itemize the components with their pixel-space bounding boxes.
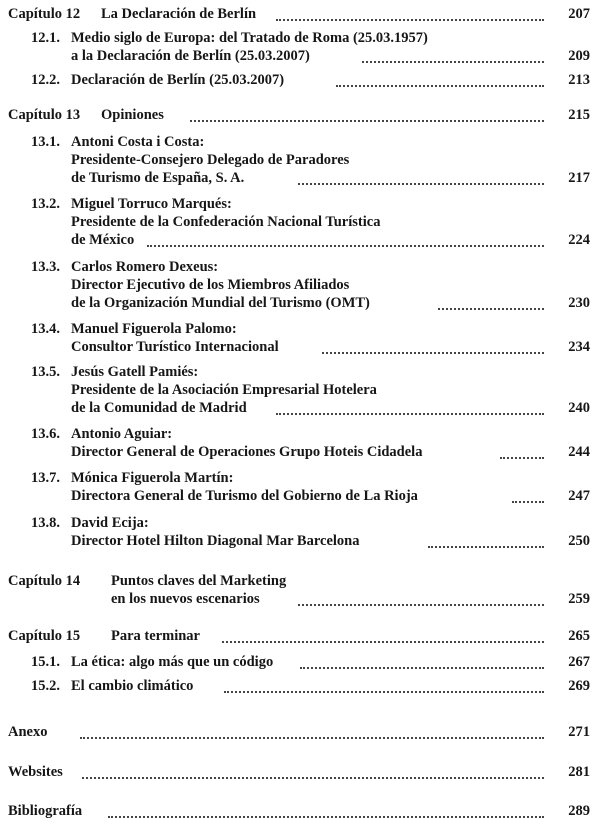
section-line: Declaración de Berlín (25.03.2007) <box>71 72 285 88</box>
leader-dots <box>80 736 544 739</box>
page-number: 213 <box>568 72 590 88</box>
section-number: 13.1. <box>31 134 60 150</box>
chapter-label: Capítulo 13 <box>8 107 81 123</box>
page-number: 289 <box>568 803 590 819</box>
section-13-4 <box>0 320 600 338</box>
section-line: de Turismo de España, S. A. <box>71 170 245 186</box>
section-13-5 <box>0 363 600 381</box>
back-matter-title: Websites <box>8 764 63 780</box>
section-line: Mónica Figuerola Martín: <box>71 470 234 486</box>
section-13-2-cont <box>0 231 600 249</box>
section-line: Presidente de la Confederación Nacional Turística <box>71 214 381 230</box>
chapter-title: Para terminar <box>111 628 200 644</box>
chapter-14-cont <box>0 590 600 608</box>
leader-dots <box>276 412 544 415</box>
page-number: 207 <box>568 6 590 22</box>
page-number: 281 <box>568 764 590 780</box>
page-number: 234 <box>568 339 590 355</box>
section-12-1 <box>0 29 600 47</box>
leader-dots <box>147 244 544 247</box>
section-line: Director General de Operaciones Grupo Hoteis Cidadela <box>71 444 423 460</box>
section-line: Presidente-Consejero Delegado de Paradores <box>71 152 350 168</box>
section-12-1-cont <box>0 47 600 65</box>
section-15-1 <box>0 653 600 671</box>
section-13-1-cont <box>0 151 600 169</box>
section-number: 15.1. <box>31 654 60 670</box>
section-13-7-cont <box>0 487 600 505</box>
leader-dots <box>428 545 544 548</box>
page-number: 244 <box>568 444 590 460</box>
section-13-3 <box>0 258 600 276</box>
section-number: 12.2. <box>31 72 60 88</box>
section-line: Miguel Torruco Marqués: <box>71 196 232 212</box>
section-number: 13.4. <box>31 321 60 337</box>
leader-dots <box>438 307 544 310</box>
page-number: 215 <box>568 107 590 123</box>
section-line: Jesús Gatell Pamiés: <box>71 364 199 380</box>
section-line: David Ecija: <box>71 515 149 531</box>
leader-dots <box>298 182 544 185</box>
section-13-2 <box>0 195 600 213</box>
page-number: 269 <box>568 678 590 694</box>
section-number: 13.2. <box>31 196 60 212</box>
chapter-13-row <box>0 106 600 124</box>
section-13-5-cont <box>0 399 600 417</box>
section-line: Medio siglo de Europa: del Tratado de Roma (25.03.1957) <box>71 30 428 46</box>
section-number: 13.8. <box>31 515 60 531</box>
leader-dots <box>300 666 544 669</box>
leader-dots <box>500 456 544 459</box>
page-number: 265 <box>568 628 590 644</box>
section-number: 13.6. <box>31 426 60 442</box>
leader-dots <box>82 776 544 779</box>
chapter-label: Capítulo 12 <box>8 6 81 22</box>
section-13-3-cont <box>0 294 600 312</box>
section-13-2-cont <box>0 213 600 231</box>
section-13-4-cont <box>0 338 600 356</box>
section-line: Carlos Romero Dexeus: <box>71 259 219 275</box>
leader-dots <box>224 690 544 693</box>
page-number: 267 <box>568 654 590 670</box>
back-matter-websites <box>0 763 600 781</box>
back-matter-anexo <box>0 723 600 741</box>
section-line: de la Organización Mundial del Turismo (OMT) <box>71 295 370 311</box>
back-matter-title: Anexo <box>8 724 48 740</box>
section-line: La ética: algo más que un código <box>71 654 274 670</box>
section-line: Director Hotel Hilton Diagonal Mar Barcelona <box>71 533 360 549</box>
leader-dots <box>222 640 544 643</box>
section-line: Presidente de la Asociación Empresarial Hotelera <box>71 382 377 398</box>
section-line: Director Ejecutivo de los Miembros Afiliados <box>71 277 350 293</box>
section-number: 12.1. <box>31 30 60 46</box>
section-number: 13.7. <box>31 470 60 486</box>
page-number: 217 <box>568 170 590 186</box>
page-number: 224 <box>568 232 590 248</box>
leader-dots <box>190 119 544 122</box>
page-number: 209 <box>568 48 590 64</box>
section-line: de México <box>71 232 135 248</box>
chapter-label: Capítulo 14 <box>8 573 81 589</box>
section-line: a la Declaración de Berlín (25.03.2007) <box>71 48 310 64</box>
page-number: 230 <box>568 295 590 311</box>
back-matter-title: Bibliografía <box>8 803 83 819</box>
leader-dots <box>108 815 544 818</box>
chapter-15-row <box>0 627 600 645</box>
page-number: 271 <box>568 724 590 740</box>
chapter-title: La Declaración de Berlín <box>101 6 257 22</box>
chapter-14-row <box>0 572 600 590</box>
leader-dots <box>336 84 544 87</box>
section-15-2 <box>0 677 600 695</box>
section-13-6 <box>0 425 600 443</box>
chapter-12-row <box>0 5 600 23</box>
section-line: Antoni Costa i Costa: <box>71 134 205 150</box>
chapter-title: Puntos claves del Marketing <box>111 573 287 589</box>
chapter-title: Opiniones <box>101 107 164 123</box>
section-line: Manuel Figuerola Palomo: <box>71 321 237 337</box>
section-13-5-cont <box>0 381 600 399</box>
section-13-8-cont <box>0 532 600 550</box>
section-13-1-cont <box>0 169 600 187</box>
section-13-8 <box>0 514 600 532</box>
section-number: 13.3. <box>31 259 60 275</box>
leader-dots <box>512 500 544 503</box>
leader-dots <box>276 18 544 21</box>
section-line: Antonio Aguiar: <box>71 426 173 442</box>
page-number: 240 <box>568 400 590 416</box>
back-matter-bibliografia <box>0 802 600 820</box>
section-13-1 <box>0 133 600 151</box>
leader-dots <box>322 351 544 354</box>
section-13-6-cont <box>0 443 600 461</box>
section-13-7 <box>0 469 600 487</box>
section-13-3-cont <box>0 276 600 294</box>
leader-dots <box>298 603 544 606</box>
section-line: de la Comunidad de Madrid <box>71 400 247 416</box>
section-line: Directora General de Turismo del Gobierno de La Rioja <box>71 488 418 504</box>
section-12-2 <box>0 71 600 89</box>
chapter-title-cont: en los nuevos escenarios <box>111 591 260 607</box>
page-number: 250 <box>568 533 590 549</box>
section-line: El cambio climático <box>71 678 194 694</box>
section-number: 13.5. <box>31 364 60 380</box>
page-number: 247 <box>568 488 590 504</box>
page-number: 259 <box>568 591 590 607</box>
leader-dots <box>362 60 544 63</box>
section-number: 15.2. <box>31 678 60 694</box>
chapter-label: Capítulo 15 <box>8 628 81 644</box>
section-line: Consultor Turístico Internacional <box>71 339 279 355</box>
